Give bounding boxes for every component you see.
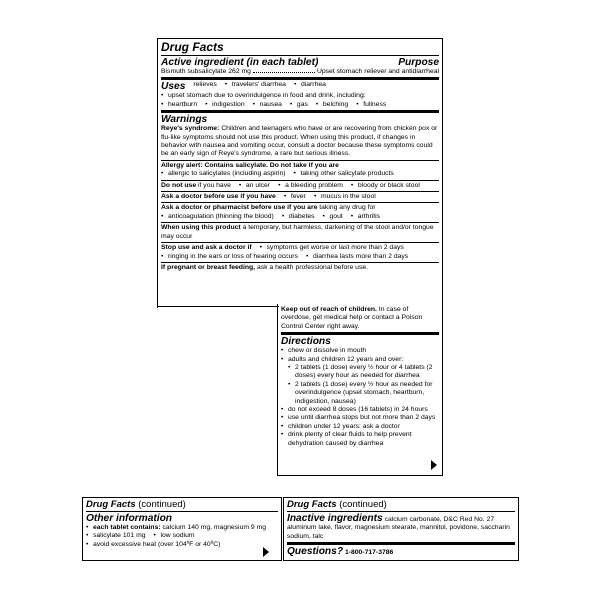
ask-pharmacist-label: Ask a doctor or pharmacist before use if you are	[161, 204, 318, 212]
purpose-header: Purpose	[398, 57, 439, 68]
uses-item: • indigestion	[205, 101, 245, 109]
when-using-text: a temporary, but harmless, darkening of the stool and/or tongue may occur	[161, 224, 434, 240]
direction-subitem: • 2 tablets (1 dose) every ½ hour as needed for overindulgence (upset stomach, heartburn, indigestion, nausea)	[281, 381, 439, 406]
allergy-item: • allergic to salicylates (including aspirin)	[161, 170, 286, 178]
uses-item: • heartburn	[161, 101, 197, 109]
direction-subitem: • 2 tablets (1 dose) every ½ hour or 4 tablets (2 doses) every hour as needed for diarrhea	[281, 364, 439, 381]
each-tablet-text: calcium 140 mg, magnesium 9 mg	[162, 524, 267, 531]
uses-title: Uses	[161, 81, 186, 93]
keep-out-label: Keep out of reach of children.	[281, 306, 377, 313]
ask-pharmacist-item: • gout	[323, 213, 343, 221]
active-ingredient-row	[161, 68, 439, 76]
uses-item: • gas	[290, 101, 308, 109]
continued-left-title: Drug Facts	[86, 499, 136, 510]
allergy-item: • taking other salicylate products	[294, 170, 394, 178]
ask-pharmacist-item: • diabetes	[282, 213, 315, 221]
drug-facts-main-panel	[157, 38, 443, 308]
ask-pharmacist-item: • anticoagulation (thinning the blood)	[161, 213, 274, 221]
warnings-title: Warnings	[161, 114, 208, 126]
pregnant-text: ask a health professional before use.	[256, 263, 369, 271]
uses-section	[161, 81, 439, 109]
uses-line2: • upset stomach due to overindulgence in food and drink, including:	[161, 92, 439, 100]
stop-use-item: • ringing in the ears or loss of hearing occurs	[161, 253, 298, 261]
direction-item: • adults and children 12 years and over:	[281, 356, 439, 364]
ask-doctor-item: • mucus in the stool	[314, 193, 376, 201]
when-using-label: When using this product	[161, 224, 241, 232]
purpose: Upset stomach reliever and antidiarrheal	[316, 68, 439, 75]
drug-facts-continued-right	[283, 497, 519, 561]
continue-arrow-icon	[431, 460, 437, 470]
questions-phone: 1-800-717-3786	[344, 549, 394, 557]
direction-item: • drink plenty of clear fluids to help prevent dehydration caused by diarrhea	[281, 431, 439, 448]
pregnant-label: If pregnant or breast feeding,	[161, 263, 256, 271]
ask-pharmacist-item: • arthritis	[351, 213, 380, 221]
panel-step-border	[157, 306, 279, 307]
direction-item: • use until diarrhea stops but not more than 2 days	[281, 414, 439, 422]
salicylate-item: • salicylate 101 mg	[86, 532, 146, 540]
ask-pharmacist-text: taking any drug for	[319, 204, 376, 212]
reyes-label: Reye's syndrome:	[161, 125, 220, 133]
do-not-use-text: if you have	[198, 181, 231, 189]
active-ingredient-header: Active ingredient (in each tablet)	[161, 57, 319, 68]
reyes-text: Children and teenagers who have or are recovering from chicken pox or flu-like symptoms should not use this product. When using this product, if changes in behavior with nausea and vomiting occur, consult a doctor because these symptoms could be an early sign of Reye's syndrome, a rare but serious illness.	[161, 125, 438, 158]
uses-item: • nausea	[253, 101, 282, 109]
heat-item: • avoid excessive heat (over 104ºF or 40ºC)	[86, 541, 278, 549]
ask-doctor-item: • fever	[284, 193, 306, 201]
do-not-use-item: • an ulcer	[239, 182, 270, 190]
drug-facts-main-panel-lower	[277, 304, 443, 476]
continue-arrow-icon	[263, 547, 269, 557]
continued-left-label: (continued)	[138, 499, 186, 510]
drug-facts-title: Drug Facts	[161, 40, 224, 54]
uses-item: • diarrhea	[294, 81, 326, 92]
inactive-ingredients-title: Inactive ingredients	[287, 513, 383, 524]
stop-use-item: • diarrhea lasts more than 2 days	[306, 253, 408, 261]
ask-doctor-label: Ask a doctor before use if you have	[161, 193, 276, 201]
continued-right-label: (continued)	[339, 499, 387, 510]
inactive-ingredients-text: calcium carbonate, D&C Red No. 27 aluminum lake, flavor, magnesium stearate, mannitol, povidone, saccharin sodium, talc	[287, 516, 510, 540]
uses-relieves: relieves	[193, 81, 217, 89]
panel-step-border-vertical	[277, 306, 278, 310]
continued-right-title: Drug Facts	[287, 499, 337, 510]
direction-item: • chew or dissolve in mouth	[281, 347, 439, 355]
keep-out-text: In case of overdose, get medical help or contact a Poison Control Center right away.	[281, 306, 423, 330]
do-not-use-label: Do not use	[161, 181, 197, 189]
each-tablet-label: each tablet contains:	[93, 524, 161, 531]
directions-section	[281, 336, 439, 448]
uses-item: • fullness	[356, 101, 386, 109]
uses-item: • travelers' diarrhea	[225, 81, 286, 92]
drug-facts-continued-left	[82, 497, 282, 561]
direction-item: • children under 12 years: ask a doctor	[281, 423, 439, 431]
allergy-alert: Allergy alert: Contains salicylate. Do not take if you are	[161, 161, 339, 169]
directions-title: Directions	[281, 336, 331, 348]
active-ingredient: Bismuth subsalicylate 262 mg	[161, 68, 251, 75]
direction-item: • do not exceed 8 doses (16 tablets) in 24 hours	[281, 406, 439, 414]
sodium-item: • low sodium	[154, 532, 195, 540]
other-information-title: Other information	[86, 513, 173, 524]
warnings-section	[161, 114, 439, 272]
do-not-use-item: • bloody or black stool	[351, 182, 420, 190]
questions-title: Questions?	[287, 546, 344, 558]
do-not-use-item: • a bleeding problem	[278, 182, 343, 190]
uses-item: • belching	[316, 101, 348, 109]
stop-use-item: • symptoms get worse or last more than 2 days	[260, 244, 404, 252]
stop-use-label: Stop use and ask a doctor if	[161, 244, 252, 252]
